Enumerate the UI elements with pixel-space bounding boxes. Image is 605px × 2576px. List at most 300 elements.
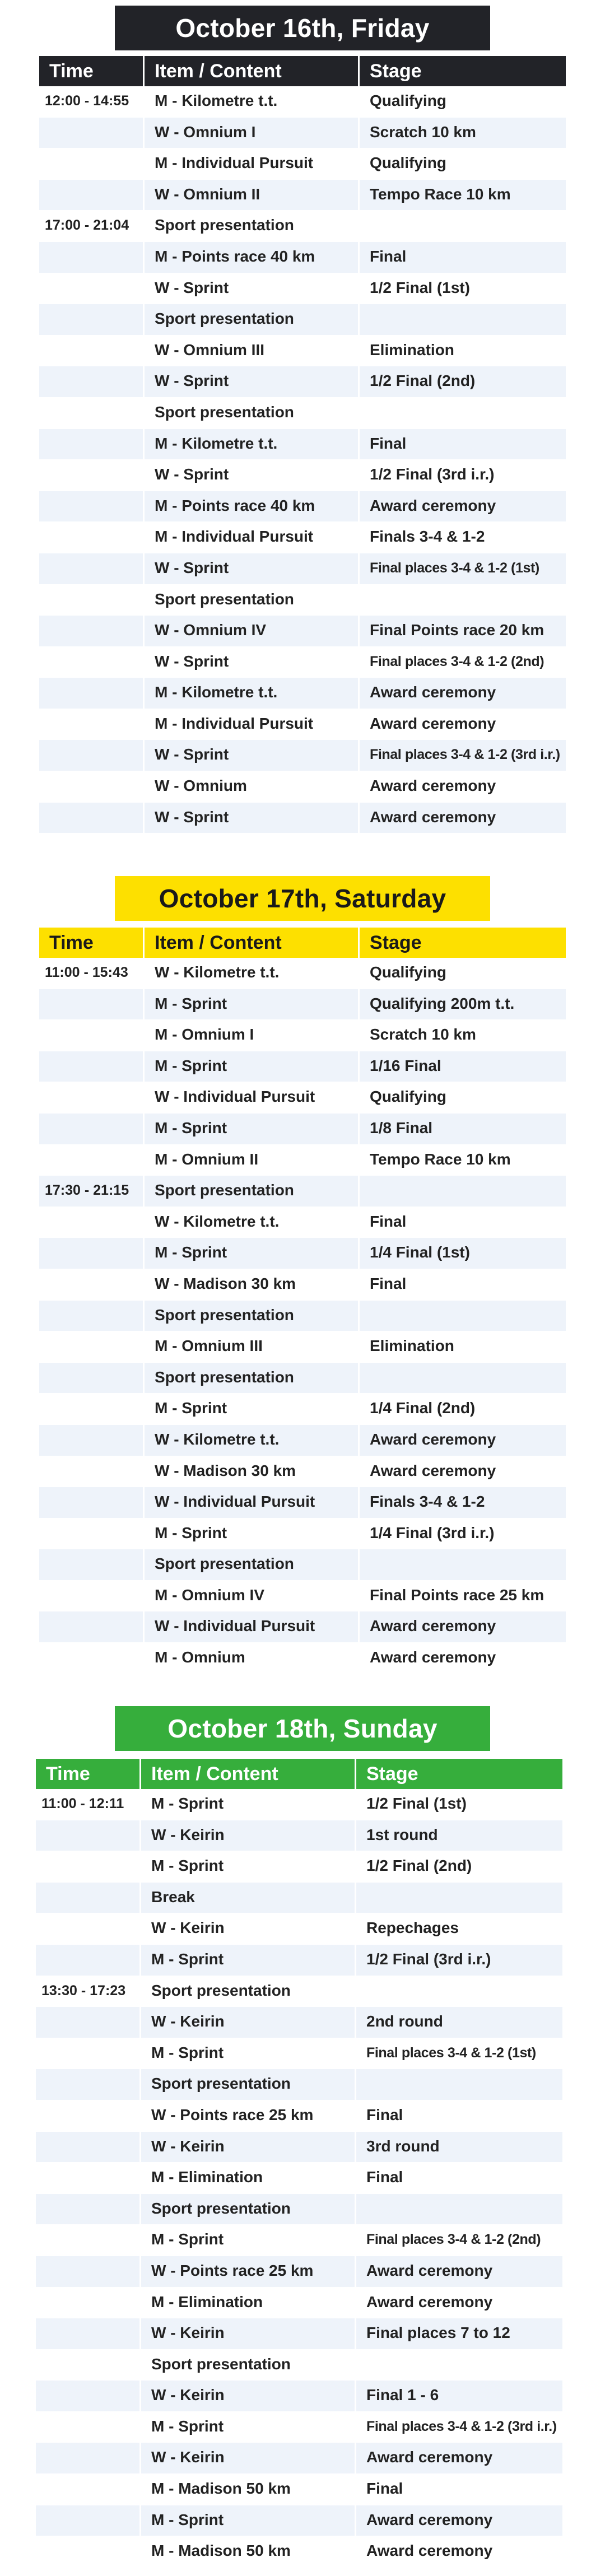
table-row: [36, 2536, 562, 2568]
time-cell: [39, 1581, 145, 1612]
item-cell: M - Elimination: [141, 2163, 356, 2194]
time-cell: [39, 1643, 145, 1674]
stage-cell: Award ceremony: [356, 2443, 562, 2474]
item-cell: M - Kilometre t.t.: [145, 86, 360, 118]
table-row: [39, 958, 566, 989]
time-cell: [39, 1611, 145, 1643]
stage-cell: Finals 3-4 & 1-2: [360, 1487, 566, 1518]
stage-cell: Final places 3-4 & 1-2 (2nd): [360, 647, 566, 678]
time-cell: [39, 273, 145, 305]
item-cell: M - Individual Pursuit: [145, 148, 360, 180]
item-cell: W - Kilometre t.t.: [145, 1425, 360, 1456]
item-cell: W - Individual Pursuit: [145, 1082, 360, 1114]
item-cell: M - Individual Pursuit: [145, 709, 360, 740]
time-cell: [39, 1425, 145, 1456]
time-cell: [36, 2474, 141, 2505]
stage-cell: 1/4 Final (1st): [360, 1238, 566, 1269]
stage-cell: Final 1 - 6: [356, 2381, 562, 2412]
table-row: [39, 1425, 566, 1456]
table-row: [39, 460, 566, 491]
stage-cell: Qualifying 200m t.t.: [360, 989, 566, 1021]
table-row: [36, 1945, 562, 1976]
table-row: [36, 2007, 562, 2038]
item-cell: W - Sprint: [145, 803, 360, 834]
item-cell: M - Omnium II: [145, 1145, 360, 1176]
table-row: [39, 740, 566, 771]
stage-cell: Elimination: [360, 336, 566, 367]
table-row: [39, 522, 566, 553]
item-cell: W - Individual Pursuit: [145, 1487, 360, 1518]
day-title: October 17th, Saturday: [115, 876, 490, 921]
stage-cell: 1/2 Final (2nd): [360, 366, 566, 398]
time-cell: [36, 2318, 141, 2350]
time-cell: [39, 709, 145, 740]
table-row: [39, 1238, 566, 1269]
table-row: [36, 2256, 562, 2288]
time-cell: [39, 398, 145, 429]
stage-cell: 1/2 Final (3rd i.r.): [356, 1945, 562, 1976]
table-row: [39, 647, 566, 678]
stage-cell: Final: [356, 2163, 562, 2194]
item-cell: W - Sprint: [145, 553, 360, 585]
time-cell: [36, 1945, 141, 1976]
table-row: [36, 2100, 562, 2132]
table-row: [39, 585, 566, 616]
time-cell: [36, 2163, 141, 2194]
stage-cell: Award ceremony: [360, 678, 566, 709]
stage-cell: Award ceremony: [356, 2288, 562, 2319]
table-row: [39, 1611, 566, 1643]
time-cell: [39, 740, 145, 771]
stage-cell: [360, 304, 566, 336]
time-cell: [39, 1082, 145, 1114]
time-cell: [39, 180, 145, 211]
item-cell: W - Omnium III: [145, 336, 360, 367]
table-row: [36, 2163, 562, 2194]
time-cell: [39, 678, 145, 709]
item-cell: W - Individual Pursuit: [145, 1611, 360, 1643]
schedule-table: [39, 86, 566, 833]
item-cell: M - Kilometre t.t.: [145, 678, 360, 709]
table-row: [36, 2350, 562, 2381]
stage-cell: Qualifying: [360, 148, 566, 180]
item-cell: W - Kilometre t.t.: [145, 958, 360, 989]
time-cell: [36, 2194, 141, 2225]
time-cell: [39, 1207, 145, 1238]
day-title: October 16th, Friday: [115, 6, 490, 50]
item-cell: M - Sprint: [141, 2412, 356, 2443]
table-row: [39, 616, 566, 647]
stage-cell: Final: [360, 1207, 566, 1238]
time-cell: [39, 1238, 145, 1269]
item-cell: M - Omnium IV: [145, 1581, 360, 1612]
item-cell: W - Omnium II: [145, 180, 360, 211]
item-cell: W - Keirin: [141, 1913, 356, 1945]
table-row: [36, 2225, 562, 2256]
time-cell: [39, 1145, 145, 1176]
stage-cell: Final Points race 20 km: [360, 616, 566, 647]
time-cell: [36, 1883, 141, 1914]
time-cell: 17:30 - 21:15: [39, 1176, 145, 1207]
stage-cell: [360, 211, 566, 242]
table-row: [39, 1331, 566, 1363]
table-row: [39, 1581, 566, 1612]
time-cell: [39, 1487, 145, 1518]
table-row: [36, 2412, 562, 2443]
time-cell: [36, 2536, 141, 2568]
item-cell: Sport presentation: [145, 304, 360, 336]
schedule-table: [36, 1789, 562, 2568]
stage-cell: 1/2 Final (2nd): [356, 1851, 562, 1883]
item-cell: W - Omnium IV: [145, 616, 360, 647]
time-cell: [36, 2007, 141, 2038]
time-cell: [36, 2350, 141, 2381]
time-cell: [39, 429, 145, 460]
item-cell: W - Madison 30 km: [145, 1456, 360, 1488]
time-cell: [39, 304, 145, 336]
table-row: [39, 273, 566, 305]
stage-cell: Award ceremony: [360, 1643, 566, 1674]
time-cell: [36, 2505, 141, 2537]
table-row: [39, 1207, 566, 1238]
stage-cell: Award ceremony: [360, 491, 566, 523]
column-header-stage: Stage: [370, 932, 422, 953]
table-row: [39, 1518, 566, 1550]
item-cell: W - Sprint: [145, 740, 360, 771]
table-row: [39, 304, 566, 336]
stage-cell: Final places 3-4 & 1-2 (3rd i.r.): [360, 740, 566, 771]
item-cell: W - Sprint: [145, 366, 360, 398]
stage-cell: Qualifying: [360, 1082, 566, 1114]
table-row: [39, 1456, 566, 1488]
stage-cell: [360, 1301, 566, 1332]
item-cell: M - Points race 40 km: [145, 242, 360, 273]
item-cell: W - Keirin: [141, 1820, 356, 1852]
item-cell: Sport presentation: [141, 1976, 356, 2007]
table-header: [36, 1759, 562, 1789]
table-row: [36, 1976, 562, 2007]
table-row: [39, 180, 566, 211]
table-row: [36, 2474, 562, 2505]
stage-cell: Award ceremony: [360, 709, 566, 740]
time-cell: [36, 2225, 141, 2256]
stage-cell: [356, 1976, 562, 2007]
item-cell: W - Keirin: [141, 2318, 356, 2350]
table-row: [39, 1114, 566, 1145]
item-cell: W - Keirin: [141, 2007, 356, 2038]
item-cell: Sport presentation: [145, 398, 360, 429]
time-cell: [39, 553, 145, 585]
time-cell: [39, 366, 145, 398]
item-cell: M - Sprint: [145, 989, 360, 1021]
time-cell: [39, 616, 145, 647]
table-header: [39, 56, 566, 86]
time-cell: [39, 1518, 145, 1550]
item-cell: M - Sprint: [141, 2225, 356, 2256]
item-cell: Sport presentation: [141, 2194, 356, 2225]
time-cell: [39, 1114, 145, 1145]
stage-cell: Award ceremony: [356, 2505, 562, 2537]
item-cell: M - Sprint: [145, 1394, 360, 1425]
stage-cell: [360, 1363, 566, 1394]
schedule-table: [39, 958, 566, 1674]
time-cell: [39, 1301, 145, 1332]
stage-cell: Final places 3-4 & 1-2 (1st): [360, 553, 566, 585]
time-cell: [36, 1820, 141, 1852]
table-row: [36, 2318, 562, 2350]
time-cell: [39, 771, 145, 803]
time-cell: [39, 647, 145, 678]
item-cell: W - Keirin: [141, 2132, 356, 2163]
column-header-item: Item / Content: [145, 928, 360, 958]
stage-cell: Qualifying: [360, 86, 566, 118]
item-cell: W - Points race 25 km: [141, 2100, 356, 2132]
time-cell: [39, 242, 145, 273]
stage-cell: Award ceremony: [360, 1456, 566, 1488]
table-row: [36, 2288, 562, 2319]
time-cell: [36, 2288, 141, 2319]
table-row: [36, 1913, 562, 1945]
time-cell: [39, 1394, 145, 1425]
stage-cell: Award ceremony: [360, 803, 566, 834]
stage-cell: Final: [360, 1269, 566, 1301]
table-row: [39, 771, 566, 803]
time-cell: [39, 989, 145, 1021]
item-cell: M - Sprint: [145, 1518, 360, 1550]
time-cell: [39, 1020, 145, 1051]
table-row: [36, 1789, 562, 1820]
time-cell: [36, 2443, 141, 2474]
time-cell: [39, 1363, 145, 1394]
stage-cell: 2nd round: [356, 2007, 562, 2038]
time-cell: [39, 1456, 145, 1488]
table-row: [36, 2381, 562, 2412]
stage-cell: [356, 2194, 562, 2225]
stage-cell: [356, 2350, 562, 2381]
table-row: [39, 553, 566, 585]
stage-cell: Award ceremony: [360, 1425, 566, 1456]
table-row: [39, 1549, 566, 1581]
time-cell: 13:30 - 17:23: [36, 1976, 141, 2007]
table-row: [39, 366, 566, 398]
item-cell: W - Kilometre t.t.: [145, 1207, 360, 1238]
time-cell: [39, 336, 145, 367]
time-cell: 17:00 - 21:04: [39, 211, 145, 242]
table-row: [39, 709, 566, 740]
table-row: [36, 2194, 562, 2225]
table-row: [39, 86, 566, 118]
stage-cell: [360, 1176, 566, 1207]
stage-cell: Finals 3-4 & 1-2: [360, 522, 566, 553]
item-cell: M - Sprint: [141, 2038, 356, 2070]
item-cell: M - Sprint: [145, 1051, 360, 1083]
time-cell: [36, 1913, 141, 1945]
item-cell: Sport presentation: [145, 1549, 360, 1581]
column-header-stage: Stage: [370, 60, 422, 82]
stage-cell: Final: [356, 2474, 562, 2505]
item-cell: M - Omnium: [145, 1643, 360, 1674]
stage-cell: Scratch 10 km: [360, 1020, 566, 1051]
time-cell: [39, 460, 145, 491]
table-row: [39, 1487, 566, 1518]
stage-cell: 1/2 Final (1st): [356, 1789, 562, 1820]
stage-cell: [360, 398, 566, 429]
table-row: [36, 1883, 562, 1914]
stage-cell: 1/4 Final (3rd i.r.): [360, 1518, 566, 1550]
item-cell: W - Sprint: [145, 647, 360, 678]
item-cell: M - Individual Pursuit: [145, 522, 360, 553]
table-row: [39, 1082, 566, 1114]
table-row: [39, 336, 566, 367]
item-cell: M - Points race 40 km: [145, 491, 360, 523]
item-cell: Break: [141, 1883, 356, 1914]
column-header-item: Item / Content: [141, 1759, 356, 1789]
stage-cell: Tempo Race 10 km: [360, 180, 566, 211]
item-cell: W - Sprint: [145, 460, 360, 491]
stage-cell: Elimination: [360, 1331, 566, 1363]
stage-cell: [360, 1549, 566, 1581]
item-cell: M - Elimination: [141, 2288, 356, 2319]
time-cell: [36, 2069, 141, 2100]
item-cell: M - Omnium III: [145, 1331, 360, 1363]
time-cell: [39, 803, 145, 834]
stage-cell: Final places 3-4 & 1-2 (1st): [356, 2038, 562, 2070]
item-cell: Sport presentation: [145, 1176, 360, 1207]
item-cell: W - Omnium I: [145, 118, 360, 149]
stage-cell: 1/2 Final (3rd i.r.): [360, 460, 566, 491]
stage-cell: Final Points race 25 km: [360, 1581, 566, 1612]
stage-cell: Final places 3-4 & 1-2 (2nd): [356, 2225, 562, 2256]
item-cell: M - Sprint: [141, 1945, 356, 1976]
table-row: [39, 1643, 566, 1674]
time-cell: [39, 1051, 145, 1083]
item-cell: M - Sprint: [145, 1238, 360, 1269]
time-cell: [36, 1851, 141, 1883]
stage-cell: Qualifying: [360, 958, 566, 989]
column-header-time: Time: [39, 56, 145, 86]
stage-cell: 1st round: [356, 1820, 562, 1852]
time-cell: [36, 2256, 141, 2288]
item-cell: W - Points race 25 km: [141, 2256, 356, 2288]
table-row: [39, 491, 566, 523]
stage-cell: Award ceremony: [356, 2256, 562, 2288]
day-title: October 18th, Sunday: [115, 1706, 490, 1751]
table-row: [39, 1363, 566, 1394]
table-row: [39, 398, 566, 429]
time-cell: [36, 2100, 141, 2132]
table-row: [39, 1176, 566, 1207]
time-cell: [39, 585, 145, 616]
stage-cell: [356, 1883, 562, 1914]
time-cell: 11:00 - 12:11: [36, 1789, 141, 1820]
table-row: [36, 1851, 562, 1883]
table-row: [36, 2069, 562, 2100]
stage-cell: Final places 3-4 & 1-2 (3rd i.r.): [356, 2412, 562, 2443]
table-row: [39, 1394, 566, 1425]
stage-cell: Award ceremony: [360, 1611, 566, 1643]
time-cell: [36, 2132, 141, 2163]
item-cell: M - Sprint: [141, 1789, 356, 1820]
stage-cell: 1/4 Final (2nd): [360, 1394, 566, 1425]
time-cell: [39, 118, 145, 149]
column-header-item: Item / Content: [145, 56, 360, 86]
time-cell: [36, 2381, 141, 2412]
stage-cell: 1/2 Final (1st): [360, 273, 566, 305]
time-cell: 11:00 - 15:43: [39, 958, 145, 989]
table-row: [36, 2132, 562, 2163]
stage-cell: 3rd round: [356, 2132, 562, 2163]
stage-cell: Repechages: [356, 1913, 562, 1945]
item-cell: W - Madison 30 km: [145, 1269, 360, 1301]
item-cell: Sport presentation: [141, 2069, 356, 2100]
table-row: [36, 1820, 562, 1852]
column-header-time: Time: [39, 928, 145, 958]
item-cell: M - Kilometre t.t.: [145, 429, 360, 460]
item-cell: M - Omnium I: [145, 1020, 360, 1051]
table-row: [39, 803, 566, 834]
table-row: [39, 1051, 566, 1083]
item-cell: W - Sprint: [145, 273, 360, 305]
table-row: [39, 118, 566, 149]
stage-cell: Final places 7 to 12: [356, 2318, 562, 2350]
stage-cell: Final: [360, 429, 566, 460]
table-row: [39, 1269, 566, 1301]
stage-cell: Tempo Race 10 km: [360, 1145, 566, 1176]
stage-cell: [356, 2069, 562, 2100]
time-cell: 12:00 - 14:55: [39, 86, 145, 118]
table-row: [36, 2443, 562, 2474]
time-cell: [36, 2412, 141, 2443]
item-cell: W - Keirin: [141, 2381, 356, 2412]
item-cell: M - Sprint: [141, 2505, 356, 2537]
table-row: [39, 678, 566, 709]
item-cell: W - Omnium: [145, 771, 360, 803]
item-cell: W - Keirin: [141, 2443, 356, 2474]
table-row: [39, 1301, 566, 1332]
table-row: [39, 148, 566, 180]
stage-cell: Award ceremony: [360, 771, 566, 803]
stage-cell: 1/8 Final: [360, 1114, 566, 1145]
time-cell: [39, 522, 145, 553]
item-cell: M - Sprint: [145, 1114, 360, 1145]
table-row: [39, 242, 566, 273]
stage-cell: Scratch 10 km: [360, 118, 566, 149]
table-row: [36, 2038, 562, 2070]
column-header-time: Time: [36, 1759, 141, 1789]
stage-cell: Final: [356, 2100, 562, 2132]
stage-cell: Final: [360, 242, 566, 273]
table-row: [39, 989, 566, 1021]
time-cell: [39, 1269, 145, 1301]
table-row: [39, 1145, 566, 1176]
table-header: [39, 928, 566, 958]
stage-cell: 1/16 Final: [360, 1051, 566, 1083]
time-cell: [39, 1331, 145, 1363]
time-cell: [39, 148, 145, 180]
item-cell: M - Madison 50 km: [141, 2536, 356, 2568]
stage-cell: [360, 585, 566, 616]
item-cell: M - Madison 50 km: [141, 2474, 356, 2505]
time-cell: [39, 1549, 145, 1581]
table-row: [36, 2505, 562, 2537]
table-row: [39, 1020, 566, 1051]
column-header-stage: Stage: [366, 1763, 418, 1785]
table-row: [39, 429, 566, 460]
table-row: [39, 211, 566, 242]
item-cell: Sport presentation: [145, 1301, 360, 1332]
item-cell: Sport presentation: [145, 585, 360, 616]
item-cell: M - Sprint: [141, 1851, 356, 1883]
